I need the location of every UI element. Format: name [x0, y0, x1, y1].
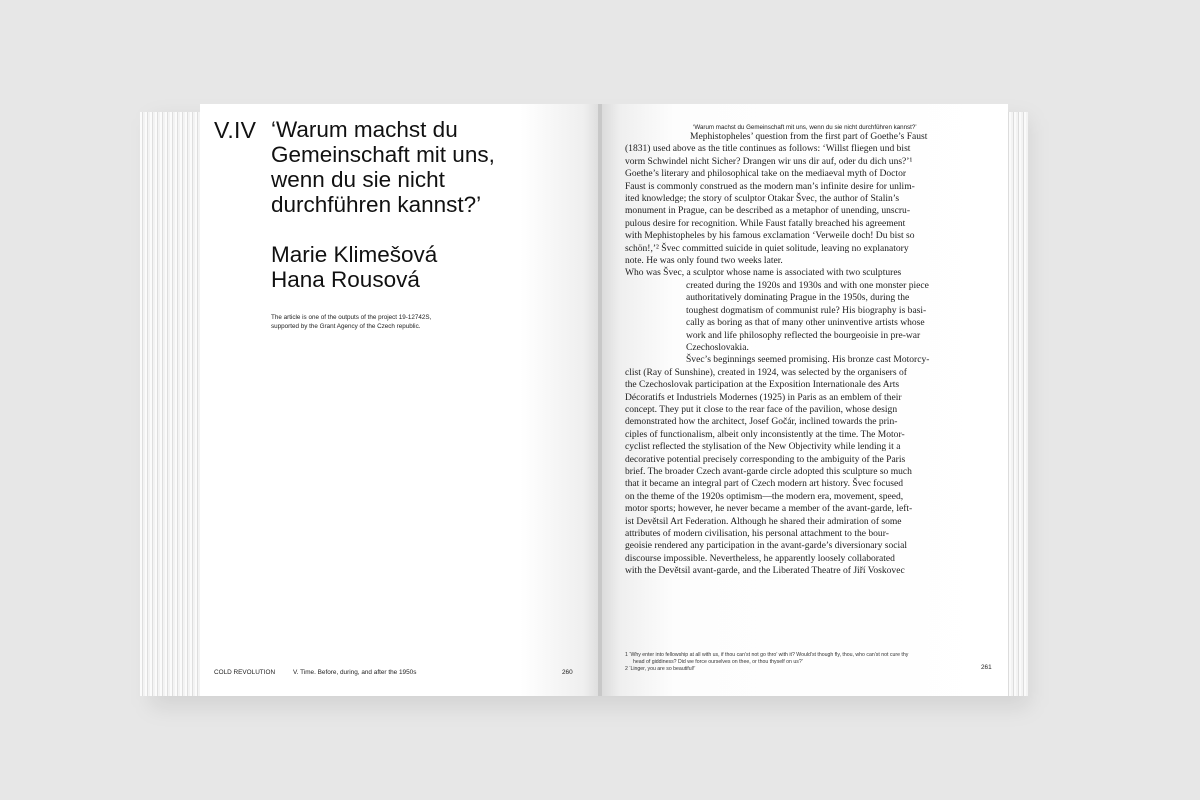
title-line: Gemeinschaft mit uns,: [271, 142, 495, 167]
text-line: (1831) used above as the title continues as follows: ‘Willst fliegen und bist: [625, 143, 911, 155]
footnotes: [625, 652, 985, 674]
text-line: note. He was only found two weeks later.: [625, 255, 783, 267]
text-line: decorative potential precisely corresponding to the ambiguity of the Paris: [625, 453, 906, 465]
text-line: motor sports; however, he never became a member of the avant-garde, left-: [625, 503, 913, 515]
title-line: durchführen kannst?’: [271, 192, 482, 217]
text-line: the Czechoslovak participation at the Exposition Internationale des Arts: [625, 379, 900, 391]
text-line: Goethe’s literary and philosophical take on the mediaeval myth of Doctor: [625, 168, 907, 180]
text-line: Faust is commonly construed as the modern man’s infinite desire for unlim-: [625, 180, 915, 192]
paragraph-2: [625, 267, 995, 354]
text-line: schön!,’² Švec committed suicide in quiet solitude, leaving no explanatory: [625, 242, 909, 254]
right-page-edges: [1006, 112, 1028, 696]
footer-book-title: COLD REVOLUTION: [214, 669, 276, 676]
text-line: work and life philosophy reflected the bourgeoisie in pre-war: [686, 329, 921, 341]
text-line: pulous desire for recognition. While Faust fatally breached his agreement: [625, 217, 906, 229]
text-line: Mephistopheles’ question from the first part of Goethe’s Faust: [690, 131, 928, 142]
paragraph-1: [625, 131, 995, 267]
author-name: Marie Klimešová: [271, 242, 438, 267]
text-line: authoritatively dominating Prague in the 1950s, during the: [686, 292, 910, 304]
text-line: ited knowledge; the story of sculptor Otakar Švec, the author of Stalin’s: [625, 193, 900, 205]
text-line: concept. They put it close to the rear face of the pavilion, whose design: [625, 403, 898, 415]
text-line: Švec’s beginnings seemed promising. His bronze cast Motorcy-: [686, 354, 930, 366]
project-note-line: The article is one of the outputs of the project 19-12742S,: [271, 314, 432, 321]
title-line: ‘Warum machst du: [271, 117, 458, 142]
text-line: on the theme of the 1920s optimism—the modern era, movement, speed,: [625, 490, 904, 502]
authors: [271, 242, 571, 292]
text-line: ciples of functionalism, albeit only inconsistently at the time. The Motor-: [625, 428, 905, 440]
text-line: ist Devětsil Art Federation. Although he shared their admiration of some: [625, 515, 902, 527]
footer-series-title: V. Time. Before, during, and after the 1950s: [293, 669, 417, 676]
text-line: created during the 1920s and 1930s and with one monster piece: [686, 279, 929, 291]
text-line: monument in Prague, can be described as a metaphor of unending, unscru-: [625, 205, 910, 217]
footnote-2: 2 ‘Linger, you are so beautiful!’: [625, 666, 696, 673]
text-line: clist (Ray of Sunshine), created in 1924, was selected by the organisers of: [625, 366, 907, 378]
text-line: brief. The broader Czech avant-garde circle adopted this sculpture so much: [625, 465, 912, 477]
page-number-left: 260: [562, 669, 573, 676]
text-line: vorm Schwindel nicht Sicher? Drangen wir uns dir auf, oder du dich uns?’¹: [625, 155, 913, 167]
text-line: demonstrated how the architect, Josef Gočár, inclined towards the prin-: [625, 416, 898, 428]
chapter-number: V.IV: [214, 117, 257, 143]
title-line: wenn du sie nicht: [271, 167, 445, 192]
project-note: [271, 314, 501, 332]
project-note-line: supported by the Grant Agency of the Czech republic.: [271, 322, 421, 330]
text-line: toughest dogmatism of communist rule? His biography is basi-: [686, 304, 927, 316]
footnote-1-continued: head of giddiness? Did we force ourselves on thee, or thou thyself on us?’: [633, 659, 803, 666]
text-line: with the Devětsil avant-garde, and the Liberated Theatre of Jiří Voskovec: [625, 565, 905, 577]
text-line: Décoratifs et Industriels Modernes (1925) in Paris as an emblem of their: [625, 391, 902, 403]
chapter-title: [271, 117, 571, 217]
text-line: attributes of modern civilisation, his personal attachment to the bour-: [625, 528, 889, 539]
text-line: Czechoslovakia.: [686, 341, 749, 353]
text-line: geoisie rendered any participation in the avant-garde’s diversionary social: [625, 540, 908, 552]
text-line: cally as boring as that of many other uninventive artists whose: [686, 317, 925, 329]
page-number-right: 261: [981, 664, 992, 671]
paragraph-3: [625, 354, 995, 577]
running-head: ‘Warum machst du Gemeinschaft mit uns, wenn du sie nicht durchführen kannst?’: [693, 124, 917, 131]
footnote-1: 1 ‘Why enter into fellowship at all with us, if thou can’st not go thro’ with it? Would’st though fly, thou, who can’st not cure thy: [625, 652, 909, 658]
author-name: Hana Rousová: [271, 267, 420, 292]
text-line: discourse impossible. Nevertheless, he apparently loosely collaborated: [625, 552, 895, 564]
text-line: cyclist reflected the stylisation of the New Objectivity while lending it a: [625, 441, 901, 453]
text-line: Who was Švec, a sculptor whose name is associated with two sculptures: [625, 267, 902, 279]
book-gutter: [598, 104, 602, 696]
text-line: with Mephistopheles by his famous exclamation ‘Verweile doch! Du bist so: [625, 230, 915, 242]
text-line: that it became an integral part of Czech modern art history. Švec focused: [625, 478, 903, 490]
body-text: [625, 131, 995, 578]
left-page-edges: [140, 112, 202, 696]
